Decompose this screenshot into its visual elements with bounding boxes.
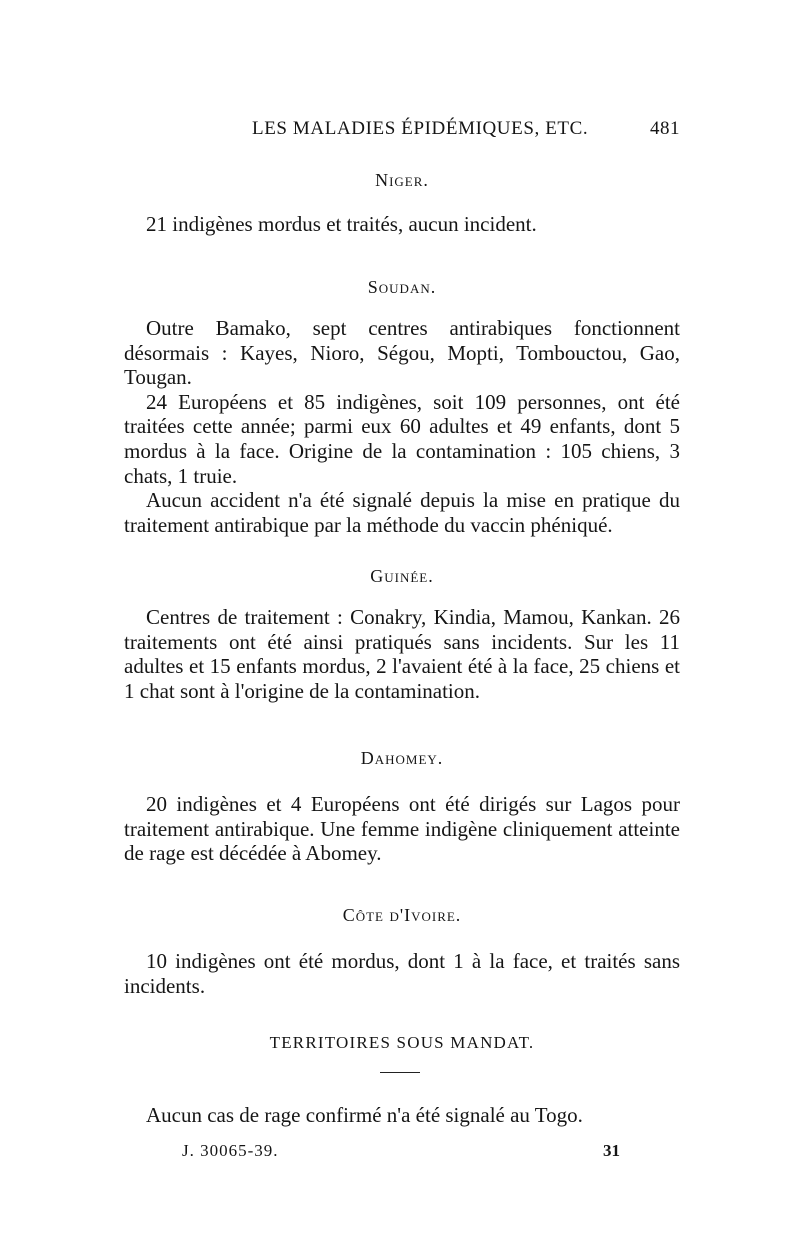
paragraph: 10 indigènes ont été mordus, dont 1 à la face, et traités sans incidents. — [124, 949, 680, 998]
running-head — [0, 118, 800, 146]
paragraph: Outre Bamako, sept centres antirabiques fonctionnent désormais : Kayes, Nioro, Ségou, Mopti, Tombouctou, Gao, Tougan. — [124, 316, 680, 390]
paragraph: Aucun accident n'a été signalé depuis la mise en pratique du traitement antirabique par la méthode du vaccin phéniqué. — [124, 488, 680, 537]
running-title: LES MALADIES ÉPIDÉMIQUES, ETC. — [252, 118, 589, 139]
section-body-soudan — [124, 316, 680, 537]
section-heading-territoires: TERRITOIRES SOUS MANDAT. — [269, 1033, 535, 1052]
section-body-territoires — [124, 1103, 680, 1128]
section-heading-cote-divoire: Côte d'Ivoire. — [342, 905, 462, 925]
section-body-dahomey — [124, 792, 680, 866]
paragraph: Centres de traitement : Conakry, Kindia, Mamou, Kankan. 26 traitements ont été ainsi pratiqués sans incidents. Sur les 11 adultes et 15 enfants mordus, 2 l'avaient été à la face, 25 chiens et 1 chat sont à l'origine de la contamination. — [124, 605, 680, 703]
paragraph: 20 indigènes et 4 Européens ont été dirigés sur Lagos pour traitement antirabique. Une femme indigène cliniquement atteinte de rage est décédée à Abomey. — [124, 792, 680, 866]
section-heading-niger: Niger. — [375, 170, 429, 190]
section-body-cote-divoire — [124, 949, 680, 998]
section-body-niger — [124, 212, 680, 237]
page-number: 481 — [650, 118, 680, 139]
section-heading-soudan: Soudan. — [367, 277, 437, 297]
section-divider — [380, 1072, 420, 1073]
section-body-guinee — [124, 605, 680, 703]
section-heading-dahomey: Dahomey. — [360, 748, 444, 768]
paragraph: 24 Européens et 85 indigènes, soit 109 personnes, ont été traitées cette année; parmi eux 60 adultes et 49 enfants, dont 5 mordus à la face. Origine de la contamination : 105 chiens, 3 chats, 1 truie. — [124, 389, 680, 488]
signature-mark: 31 — [603, 1141, 620, 1160]
paragraph: 21 indigènes mordus et traités, aucun incident. — [146, 212, 537, 236]
print-job-code: J. 30065-39. — [182, 1141, 279, 1160]
paragraph: Aucun cas de rage confirmé n'a été signalé au Togo. — [146, 1103, 583, 1127]
section-heading-guinee: Guinée. — [370, 566, 434, 586]
